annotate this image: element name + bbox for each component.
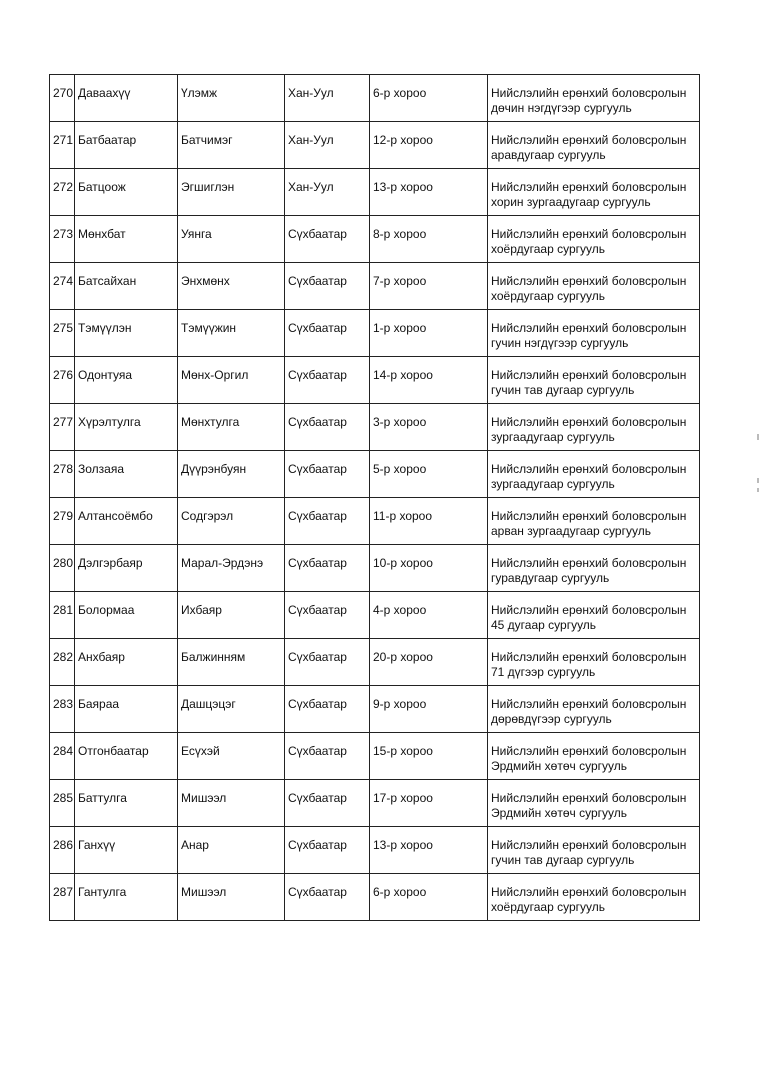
row-number-cell: 281 [50,592,75,639]
school-cell [488,310,700,357]
scan-artifact-marks [757,430,765,500]
school-line-1: Нийслэлийн ерөнхий боловсролын [491,86,687,100]
given-name-cell: Тэмүүжин [178,310,285,357]
khoroo-cell: 13-р хороо [370,827,488,874]
school-cell [488,733,700,780]
school-cell [488,498,700,545]
surname-cell: Ганхүү [75,827,178,874]
school-line-1: Нийслэлийн ерөнхий боловсролын [491,415,687,429]
khoroo-cell: 8-р хороо [370,216,488,263]
school-line-1: Нийслэлийн ерөнхий боловсролын [491,838,687,852]
school-line-1: Нийслэлийн ерөнхий боловсролын [491,368,687,382]
district-cell: Сүхбаатар [285,216,370,263]
row-number-cell: 276 [50,357,75,404]
school-line-2: дөчин нэгдүгээр сургууль [491,101,632,115]
row-number-cell: 277 [50,404,75,451]
district-cell: Сүхбаатар [285,498,370,545]
school-line-1: Нийслэлийн ерөнхий боловсролын [491,697,687,711]
given-name-cell: Мишээл [178,780,285,827]
school-line-2: зургаадугаар сургууль [491,430,615,444]
school-line-2: гучин нэгдүгээр сургууль [491,336,629,350]
surname-cell: Тэмүүлэн [75,310,178,357]
school-line-2: Эрдмийн хөтөч сургууль [491,806,627,820]
school-line-2: гучин тав дугаар сургууль [491,853,635,867]
school-cell [488,216,700,263]
row-number-cell: 279 [50,498,75,545]
khoroo-cell: 3-р хороо [370,404,488,451]
surname-cell: Золзаяа [75,451,178,498]
school-line-1: Нийслэлийн ерөнхий боловсролын [491,650,687,664]
surname-cell: Баттулга [75,780,178,827]
district-cell: Хан-Уул [285,75,370,122]
surname-cell: Дэлгэрбаяр [75,545,178,592]
surname-cell: Мөнхбат [75,216,178,263]
khoroo-cell: 9-р хороо [370,686,488,733]
table-row [50,451,700,498]
surname-cell: Отгонбаатар [75,733,178,780]
given-name-cell: Есүхэй [178,733,285,780]
school-line-1: Нийслэлийн ерөнхий боловсролын [491,321,687,335]
khoroo-cell: 7-р хороо [370,263,488,310]
school-line-1: Нийслэлийн ерөнхий боловсролын [491,885,687,899]
row-number-cell: 278 [50,451,75,498]
district-cell: Сүхбаатар [285,451,370,498]
school-line-1: Нийслэлийн ерөнхий боловсролын [491,556,687,570]
row-number-cell: 284 [50,733,75,780]
school-line-2: хоёрдугаар сургууль [491,289,605,303]
table-row [50,75,700,122]
school-cell [488,686,700,733]
row-number-cell: 280 [50,545,75,592]
table-row [50,545,700,592]
district-cell: Сүхбаатар [285,733,370,780]
table-row [50,827,700,874]
given-name-cell: Балжинням [178,639,285,686]
school-cell [488,592,700,639]
table-row [50,780,700,827]
table-row [50,639,700,686]
row-number-cell: 287 [50,874,75,921]
surname-cell: Баяраа [75,686,178,733]
school-line-1: Нийслэлийн ерөнхий боловсролын [491,462,687,476]
surname-cell: Одонтуяа [75,357,178,404]
school-line-2: дөрөвдүгээр сургууль [491,712,612,726]
district-cell: Сүхбаатар [285,263,370,310]
surname-cell: Анхбаяр [75,639,178,686]
given-name-cell: Энхмөнх [178,263,285,310]
table-row [50,216,700,263]
table-row [50,686,700,733]
school-line-2: хоёрдугаар сургууль [491,900,605,914]
school-line-2: Эрдмийн хөтөч сургууль [491,759,627,773]
given-name-cell: Содгэрэл [178,498,285,545]
registry-table [49,74,700,921]
registry-table-body [50,75,700,921]
table-row [50,263,700,310]
khoroo-cell: 6-р хороо [370,75,488,122]
school-cell [488,639,700,686]
khoroo-cell: 10-р хороо [370,545,488,592]
surname-cell: Батбаатар [75,122,178,169]
school-cell [488,263,700,310]
given-name-cell: Үлэмж [178,75,285,122]
given-name-cell: Уянга [178,216,285,263]
school-line-2: зургаадугаар сургууль [491,477,615,491]
row-number-cell: 275 [50,310,75,357]
school-cell [488,780,700,827]
row-number-cell: 271 [50,122,75,169]
district-cell: Сүхбаатар [285,686,370,733]
table-row [50,592,700,639]
khoroo-cell: 20-р хороо [370,639,488,686]
row-number-cell: 283 [50,686,75,733]
school-cell [488,169,700,216]
school-line-2: хорин зургаадугаар сургууль [491,195,651,209]
school-line-1: Нийслэлийн ерөнхий боловсролын [491,274,687,288]
row-number-cell: 272 [50,169,75,216]
district-cell: Хан-Уул [285,169,370,216]
row-number-cell: 274 [50,263,75,310]
khoroo-cell: 1-р хороо [370,310,488,357]
given-name-cell: Дашцэцэг [178,686,285,733]
school-cell [488,357,700,404]
khoroo-cell: 4-р хороо [370,592,488,639]
school-line-2: гуравдугаар сургууль [491,571,610,585]
row-number-cell: 270 [50,75,75,122]
district-cell: Сүхбаатар [285,310,370,357]
school-line-2: аравдугаар сургууль [491,148,606,162]
table-row [50,874,700,921]
district-cell: Сүхбаатар [285,545,370,592]
given-name-cell: Дүүрэнбуян [178,451,285,498]
khoroo-cell: 15-р хороо [370,733,488,780]
school-cell [488,451,700,498]
district-cell: Хан-Уул [285,122,370,169]
row-number-cell: 285 [50,780,75,827]
table-row [50,357,700,404]
row-number-cell: 286 [50,827,75,874]
district-cell: Сүхбаатар [285,357,370,404]
school-cell [488,827,700,874]
district-cell: Сүхбаатар [285,874,370,921]
district-cell: Сүхбаатар [285,592,370,639]
school-line-2: арван зургаадугаар сургууль [491,524,651,538]
given-name-cell: Мөнх-Оргил [178,357,285,404]
school-line-1: Нийслэлийн ерөнхий боловсролын [491,509,687,523]
given-name-cell: Марал-Эрдэнэ [178,545,285,592]
school-cell [488,404,700,451]
school-cell [488,75,700,122]
khoroo-cell: 11-р хороо [370,498,488,545]
school-cell [488,122,700,169]
table-row [50,733,700,780]
khoroo-cell: 6-р хороо [370,874,488,921]
school-line-1: Нийслэлийн ерөнхий боловсролын [491,180,687,194]
school-line-2: гучин тав дугаар сургууль [491,383,635,397]
surname-cell: Болормаа [75,592,178,639]
district-cell: Сүхбаатар [285,404,370,451]
given-name-cell: Мөнхтулга [178,404,285,451]
surname-cell: Хүрэлтулга [75,404,178,451]
school-line-1: Нийслэлийн ерөнхий боловсролын [491,133,687,147]
surname-cell: Даваахүү [75,75,178,122]
given-name-cell: Батчимэг [178,122,285,169]
khoroo-cell: 17-р хороо [370,780,488,827]
row-number-cell: 282 [50,639,75,686]
given-name-cell: Ихбаяр [178,592,285,639]
table-row [50,122,700,169]
table-row [50,404,700,451]
khoroo-cell: 13-р хороо [370,169,488,216]
school-line-1: Нийслэлийн ерөнхий боловсролын [491,744,687,758]
school-line-2: 71 дүгээр сургууль [491,665,596,679]
khoroo-cell: 14-р хороо [370,357,488,404]
school-line-1: Нийслэлийн ерөнхий боловсролын [491,791,687,805]
school-cell [488,874,700,921]
surname-cell: Батцоож [75,169,178,216]
school-line-2: 45 дугаар сургууль [491,618,597,632]
given-name-cell: Эгшиглэн [178,169,285,216]
khoroo-cell: 12-р хороо [370,122,488,169]
khoroo-cell: 5-р хороо [370,451,488,498]
row-number-cell: 273 [50,216,75,263]
school-cell [488,545,700,592]
surname-cell: Алтансоёмбо [75,498,178,545]
surname-cell: Гантулга [75,874,178,921]
given-name-cell: Анар [178,827,285,874]
table-row [50,310,700,357]
surname-cell: Батсайхан [75,263,178,310]
district-cell: Сүхбаатар [285,780,370,827]
district-cell: Сүхбаатар [285,827,370,874]
school-line-2: хоёрдугаар сургууль [491,242,605,256]
school-line-1: Нийслэлийн ерөнхий боловсролын [491,227,687,241]
school-line-1: Нийслэлийн ерөнхий боловсролын [491,603,687,617]
given-name-cell: Мишээл [178,874,285,921]
table-row [50,498,700,545]
district-cell: Сүхбаатар [285,639,370,686]
table-row [50,169,700,216]
